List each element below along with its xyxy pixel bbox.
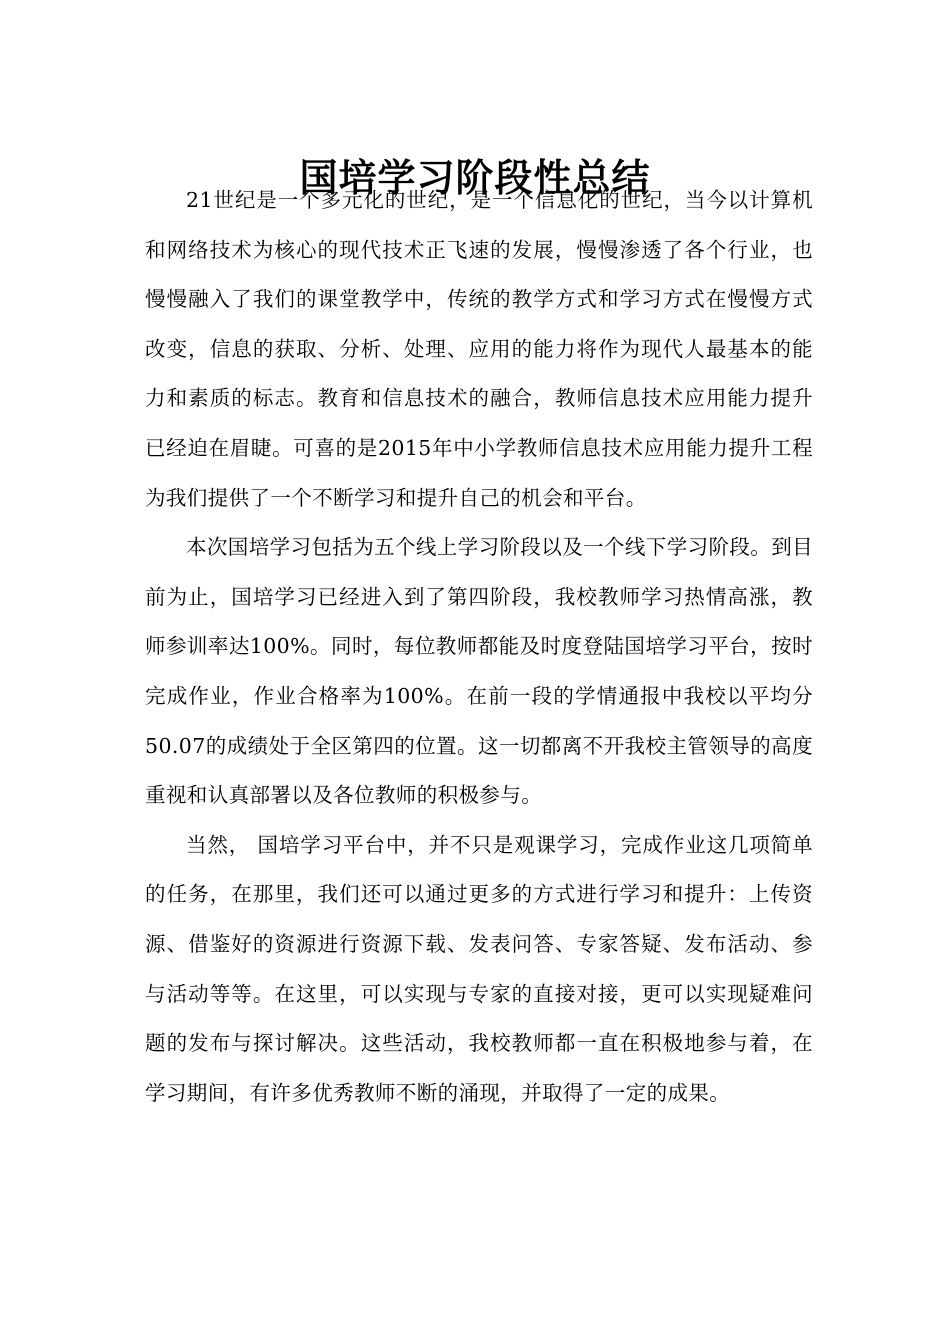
paragraph-progress: 本次国培学习包括为五个线上学习阶段以及一个线下学习阶段。到目前为止，国培学习已经进入到了第四阶段，我校教师学习热情高涨，教师参训率达100%。同时，每位教师都能及时度登陆国培学习平台，按时完成作业，作业合格率为100%。在前一段的学情通报中我校以平均分50.07的成绩处于全区第四的位置。这一切都离不开我校主管领导的高度重视和认真部署以及各位教师的积极参与。 bbox=[145, 535, 813, 808]
document-title: 国培学习阶段性总结 bbox=[299, 155, 651, 201]
document-body bbox=[145, 176, 813, 1118]
paragraph-intro: 21世纪是一个多元化的世纪，是一个信息化的世纪，当今以计算机和网络技术为核心的现代技术正飞速的发展，慢慢渗透了各个行业，也慢慢融入了我们的课堂教学中，传统的教学方式和学习方式在慢慢方式改变，信息的获取、分析、处理、应用的能力将作为现代人最基本的能力和素质的标志。教育和信息技术的融合，教师信息技术应用能力提升已经迫在眉睫。可喜的是2015年中小学教师信息技术应用能力提升工程为我们提供了一个不断学习和提升自己的机会和平台。 bbox=[145, 188, 813, 510]
paragraph-activities: 当然， 国培学习平台中，并不只是观课学习，完成作业这几项简单的任务，在那里，我们还可以通过更多的方式进行学习和提升：上传资源、借鉴好的资源进行资源下载、发表问答、专家答疑、发布活动、参与活动等等。在这里，可以实现与专家的直接对接，更可以实现疑难问题的发布与探讨解决。这些活动，我校教师都一直在积极地参与着，在学习期间，有许多优秀教师不断的涌现，并取得了一定的成果。 bbox=[145, 832, 813, 1105]
